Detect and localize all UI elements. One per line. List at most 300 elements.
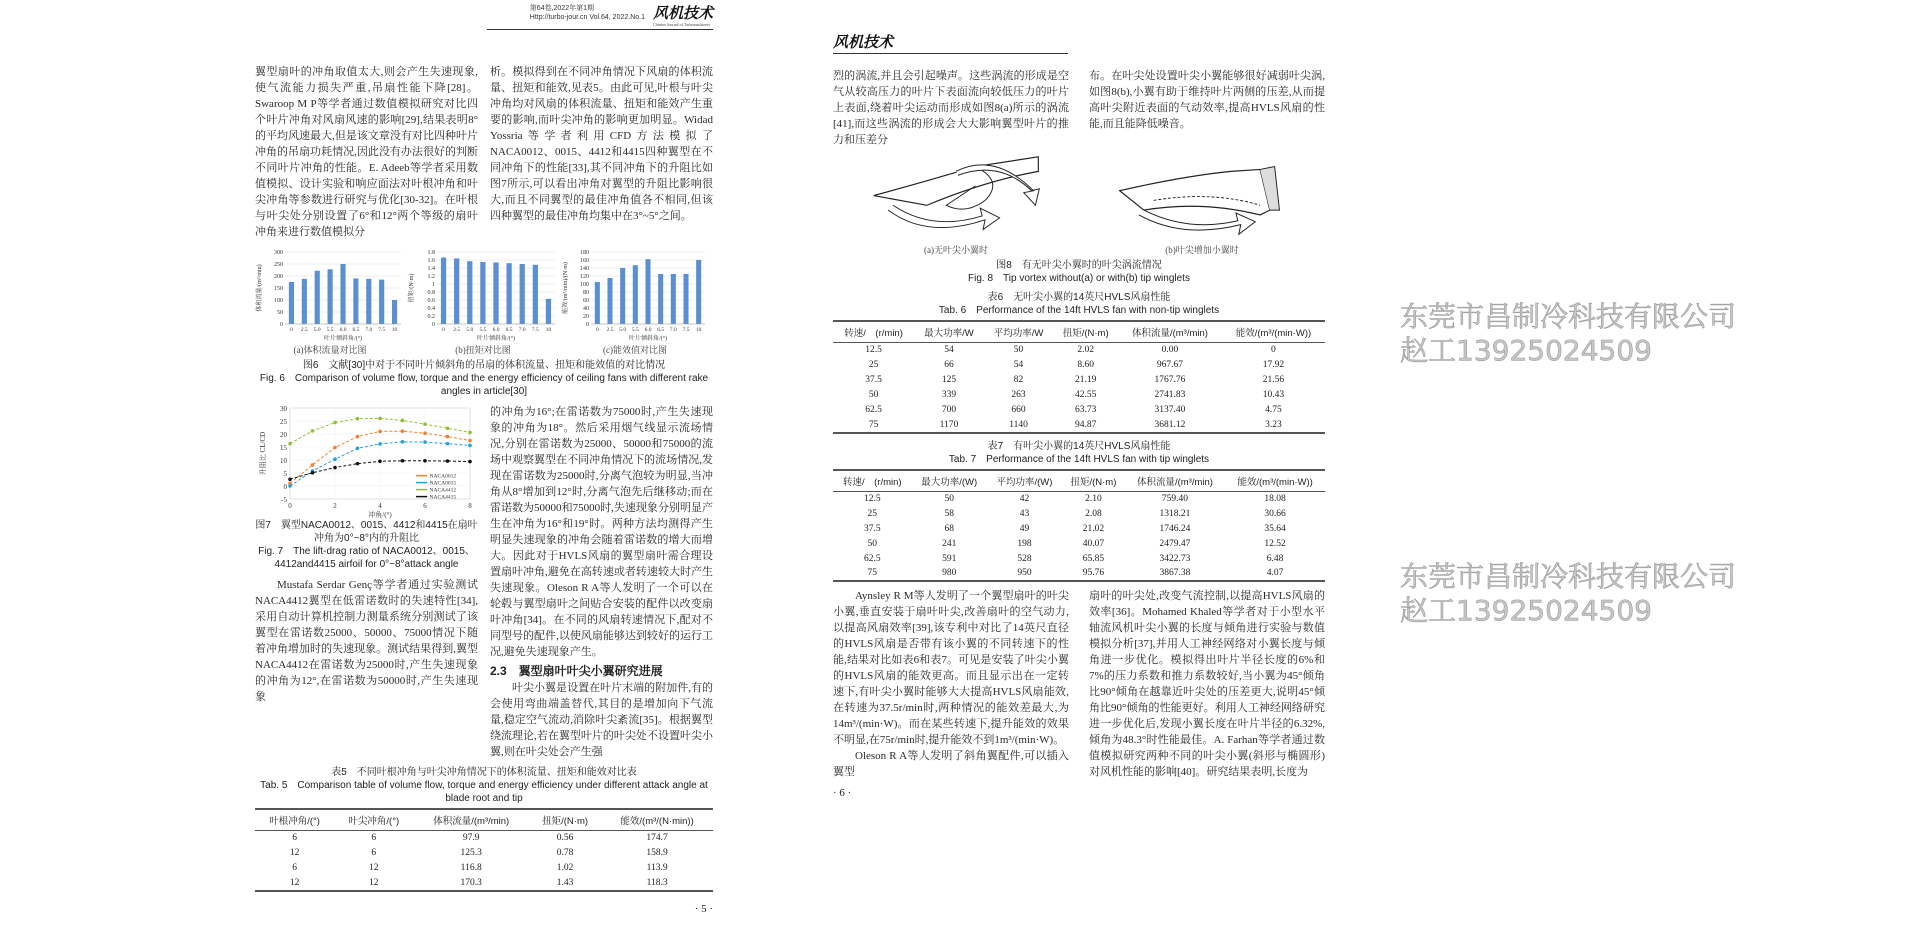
bar <box>441 258 446 324</box>
bar <box>633 265 638 324</box>
figure-7-caption-en-2: 4412and4415 airfoil for 0°~8°attack angle <box>274 559 459 570</box>
table-cell: 980 <box>912 566 987 581</box>
y-tick-label: -5 <box>281 496 287 504</box>
right-paragraph-1: 布。在叶尖处设置叶尖小翼能够很好减弱叶尖涡,如图8(b),小翼有助于维持叶片两侧的压差,从而提高叶尖附近表面的气动效率,提高HVLS风扇的性能,而且能降低噪音。 <box>1089 70 1325 130</box>
x-tick-label: 6.5 <box>505 327 513 333</box>
watermark-text-1: 东莞市昌制冷科技有限公司 <box>1400 300 1737 333</box>
data-point <box>401 419 405 423</box>
table-cell: 50 <box>867 538 878 549</box>
table-cell: 116.8 <box>460 863 482 873</box>
table-cell: 198 <box>1017 538 1032 549</box>
legend-label: NACA4415 <box>429 494 457 501</box>
bar <box>696 260 701 324</box>
journal-logo: 风机技术 <box>652 4 713 22</box>
table-cell: 21.02 <box>1082 523 1105 534</box>
table-6 <box>833 320 1325 434</box>
table-cell: 12 <box>369 863 379 873</box>
figure-8-caption-cn: 图8 有无叶尖小翼时的叶尖涡流情况 <box>996 260 1162 271</box>
table-cell: 97.9 <box>462 833 480 844</box>
table-cell: 2.10 <box>1085 493 1102 504</box>
header-meta <box>530 4 645 22</box>
bar <box>315 271 320 324</box>
column-header: 扭矩/(N·m) <box>529 809 601 831</box>
x-tick-label: 5.0 <box>313 327 321 333</box>
data-point <box>378 417 382 421</box>
table-7-caption-cn: 表7 有叶尖小翼的14英尺HVLS风扇性能 <box>987 440 1171 452</box>
table-cell: 0.56 <box>556 833 574 844</box>
y-tick-label: 0.2 <box>427 314 435 320</box>
page-5 <box>255 4 713 916</box>
x-tick-label: 4 <box>378 502 382 510</box>
x-tick-label: 5.5 <box>631 327 639 333</box>
table-row <box>833 551 1325 566</box>
bar <box>506 263 511 324</box>
bar <box>533 265 538 324</box>
x-tick-label: 7.5 <box>531 327 539 333</box>
table-cell: 1170 <box>914 418 984 433</box>
column-header: 能效/(m³/(min·W)) <box>1222 321 1325 343</box>
y-tick-label: 0.4 <box>427 306 435 312</box>
figure-6b-caption: (b)扭矩对比图 <box>455 345 511 355</box>
data-point <box>333 466 337 470</box>
y-tick-label: 0 <box>432 322 435 328</box>
table-cell: 43 <box>1019 508 1030 519</box>
figure-6c-efficiency-chart <box>561 246 709 344</box>
data-point <box>288 442 292 446</box>
table-cell: 54 <box>944 345 954 356</box>
column-header: 体积流量/(m³/min) <box>413 809 529 831</box>
table-cell: 113.9 <box>646 863 668 873</box>
x-axis-label: 叶片倾斜角/(°) <box>476 336 516 342</box>
table-cell: 12 <box>334 876 413 891</box>
left-paragraph-2: Aynsley R M等人发明了一个翼型扇叶的叶尖小翼,垂直安装于扇叶叶尖,改善扇叶的空气动力,以提高风扇效率[39],该专利中对比了14英尺直径的HVLS风扇是否带有该小翼的不同转速下的性能,结果对比如表6和表7。可见是安装了叶尖小翼的HVLS风扇的能效更高。而且显示出在一定转速下,有叶尖小翼时能够大大提高HVLS风扇能效,在转速为37.5r/min时,两种情况的能效差最大,为14m³/(min·W)。而在某些转速下,提升能效的效果不明显,在75r/min时,提升能效不到1m³/(min·W)。 <box>833 590 1069 746</box>
page-header <box>833 33 1068 54</box>
y-tick-label: 10 <box>280 457 287 465</box>
x-tick-label: 2 <box>333 502 337 510</box>
bar <box>467 261 472 324</box>
right-paragraph-3: 叶尖小翼是设置在叶片末端的附加件,有的会使用弯曲端盖替代,其目的是增加向下气流量,稳定空气流动,消除叶尖紊流[35]。根据翼型绕流理论,若在翼型叶片的叶尖处不设置叶尖小翼,则在叶尖处会产生强 <box>490 682 713 758</box>
bar <box>520 264 525 324</box>
table-cell: 591 <box>942 553 957 564</box>
table-row <box>255 861 713 876</box>
table-cell: 125 <box>941 375 957 385</box>
table-cell: 68 <box>944 523 954 534</box>
data-point <box>423 440 427 444</box>
y-tick-label: 15 <box>280 444 287 452</box>
table-cell: 2.02 <box>1077 345 1094 356</box>
table-cell: 35.64 <box>1264 523 1286 534</box>
y-tick-label: 160 <box>580 258 589 264</box>
table-cell: 66 <box>944 360 954 370</box>
table-cell: 1746.24 <box>1159 523 1191 534</box>
page-number-6: · 6 · <box>833 787 852 799</box>
y-tick-label: 0 <box>283 483 287 491</box>
y-axis-label: 升阻比 CL/CD <box>259 431 267 476</box>
data-point <box>401 459 405 463</box>
table-row <box>255 831 713 846</box>
data-point <box>446 459 450 463</box>
journal-issue: 第64卷,2022年第1期 <box>529 5 594 12</box>
table-cell: 759.40 <box>1161 493 1189 504</box>
journal-logo-block <box>653 4 713 27</box>
x-tick-label: 6.5 <box>352 327 360 333</box>
x-axis-label: 叶片倾斜角/(°) <box>323 336 363 342</box>
table-cell: 660 <box>1011 405 1026 415</box>
table-cell: 62.5 <box>863 553 881 564</box>
table-cell: 75 <box>833 566 912 581</box>
data-point <box>401 440 405 444</box>
table-cell: 25 <box>868 360 879 370</box>
bar <box>620 268 625 324</box>
table-row <box>833 343 1325 358</box>
y-tick-label: 120 <box>580 274 589 280</box>
x-tick-label: 5.0 <box>466 327 474 333</box>
table-cell: 1767.76 <box>1154 375 1186 385</box>
data-point <box>378 430 382 434</box>
bar <box>595 282 600 324</box>
y-tick-label: 20 <box>583 314 589 320</box>
bar <box>328 269 333 324</box>
column-header: 最大功率/W <box>914 321 984 343</box>
y-tick-label: 180 <box>580 250 589 256</box>
table-row <box>833 403 1325 418</box>
figure-7-caption-cn: 图7 翼型NACA0012、0015、4412和4415在扇叶冲角为0°~8°内的升阻比 <box>255 520 478 544</box>
table-cell: 0 <box>1271 345 1276 356</box>
table-cell: 25 <box>867 508 878 519</box>
data-point <box>423 422 427 426</box>
table-cell: 49 <box>1019 523 1030 534</box>
figure-6b-torque-chart <box>407 246 559 344</box>
table-cell: 8.60 <box>1077 360 1094 370</box>
table-cell: 528 <box>1017 553 1032 564</box>
table-cell: 0.00 <box>1161 345 1179 356</box>
y-tick-label: 1.4 <box>427 266 435 272</box>
x-tick-label: 5.0 <box>619 327 627 333</box>
table-cell: 40.07 <box>1082 538 1105 549</box>
data-point <box>311 429 315 433</box>
data-point <box>288 484 292 488</box>
bar <box>366 279 371 324</box>
column-header: 叶根冲角/(°) <box>255 809 334 831</box>
column-header: 能效/(m³/(N·min)) <box>601 809 713 831</box>
y-axis-label: 体积流量/(m³/min) <box>257 264 263 312</box>
x-tick-label: 0 <box>442 327 445 333</box>
data-point <box>446 426 450 430</box>
x-axis-label: 冲角/(°) <box>368 511 392 519</box>
table-cell: 37.5 <box>865 375 882 385</box>
table-cell: 1.43 <box>529 876 601 891</box>
table-row <box>255 876 713 891</box>
table-cell: 30.66 <box>1264 508 1286 519</box>
right-paragraph-2: 扇叶的叶尖处,改变气流控制,以提高HVLS风扇的效率[36]。Mohamed Khaled等学者对于小型水平轴流风机叶尖小翼的长度与倾角进行实验与数值模拟分析[37],并用人工神经网络对小翼长度与倾角进一步优化。模拟得出叶片半径长度的6%和7%的压力系数和推力系数较好,当小翼为45°倾角比90°倾角在越靠近叶尖处的压差更大,说明45°倾角比90°倾角的性能更好。利用人工神经网络研究进一步优化后,发现小翼长度在叶片半径的6.32%,倾角为48.3°时性能最佳。A. Farhan等学者通过数值模拟研究两种不同的叶尖小翼(斜形与椭圆形)对风机性能的影响[40]。研究结果表明,长度为 <box>1089 590 1325 778</box>
table-cell: 1140 <box>984 418 1054 433</box>
data-point <box>446 442 450 446</box>
bar <box>658 274 663 324</box>
table-row <box>833 373 1325 388</box>
x-tick-label: 6.5 <box>657 327 665 333</box>
journal-logo: 风机技术 <box>833 33 894 51</box>
table-row <box>833 566 1325 581</box>
table-cell: 12.52 <box>1264 538 1286 549</box>
y-axis-label: 扭矩/(N·m) <box>409 273 415 303</box>
table-6-caption-cn: 表6 无叶尖小翼的14英尺HVLS风扇性能 <box>987 292 1171 303</box>
table-cell: 174.7 <box>646 833 668 844</box>
column-header: 扭矩/(N·m) <box>1062 470 1125 492</box>
figure-6a-volume-flow-chart <box>255 246 405 344</box>
figure-8b-caption: (b)叶尖增加小翼时 <box>1165 245 1239 255</box>
column-header: 扭矩/(N·m) <box>1053 321 1118 343</box>
table-row <box>833 506 1325 521</box>
x-tick-label: 10 <box>695 327 702 333</box>
table-cell: 2479.47 <box>1159 538 1191 549</box>
figure-6-caption-en: Fig. 6 Comparison of volume flow, torque and the energy efficiency of ceiling fans with different rake angles in article[30] <box>259 373 709 397</box>
figure-8a-vortex-without-winglet <box>866 152 1046 244</box>
table-cell: 6.48 <box>1266 553 1284 564</box>
x-tick-label: 0 <box>288 502 292 510</box>
data-point <box>356 417 360 421</box>
x-tick-label: 2.5 <box>300 327 308 333</box>
table-cell: 95.76 <box>1062 566 1125 581</box>
data-point <box>311 463 315 467</box>
page-6 <box>833 33 1325 800</box>
bar <box>353 278 358 324</box>
table-cell: 6 <box>371 848 377 858</box>
table-6-caption-en: Tab. 6 Performance of the 14ft HVLS fan with non-tip winglets <box>938 305 1220 316</box>
table-row <box>833 358 1325 373</box>
table-cell: 339 <box>941 390 957 400</box>
x-tick-label: 2.5 <box>453 327 461 333</box>
table-cell: 37.5 <box>863 523 881 534</box>
x-tick-label: 6.0 <box>644 327 652 333</box>
bar <box>340 264 345 324</box>
y-tick-label: 40 <box>583 306 589 312</box>
table-row <box>833 388 1325 403</box>
y-tick-label: 0.6 <box>427 298 435 304</box>
bar <box>493 262 498 324</box>
data-point <box>468 439 472 443</box>
watermark-2 <box>1400 560 1736 628</box>
data-point <box>423 459 427 463</box>
y-tick-label: 1 <box>432 282 435 288</box>
table-row <box>833 536 1325 551</box>
table-cell: 263 <box>1011 390 1026 400</box>
table-row <box>833 521 1325 536</box>
table-cell: 12.5 <box>865 345 882 356</box>
data-point <box>356 447 360 451</box>
table-cell: 12 <box>255 876 334 891</box>
figure-8-caption-en: Fig. 8 Tip vortex without(a) or with(b) tip winglets <box>968 273 1190 284</box>
figure-7-caption-en-1: Fig. 7 The lift-drag ratio of NACA0012、0015、 <box>258 546 475 557</box>
x-tick-label: 10 <box>545 327 552 333</box>
y-tick-label: 150 <box>274 286 283 292</box>
watermark-text-3: 东莞市昌制冷科技有限公司 <box>1400 560 1737 593</box>
bar <box>480 262 485 324</box>
table-row <box>255 846 713 861</box>
right-paragraph-2: 的冲角为16°;在雷诺数为75000时,产生失速现象的冲角为18°。然后采用烟气线显示流场情况,分别在雷诺数为25000、50000和75000的流场中观察翼型在不同冲角情况下的流场情况,发现在雷诺数为25000时,分离气泡较为明显,当冲角从8°增加到12°时,分离气泡先后继移动;而在雷诺数为50000和75000时,失速现象分别明显产生在冲角为16°和19°时。两种方法均测得产生明显失速现象的冲角会随着雷诺数的增大而增大。因此对于HVLS风扇的翼型扇叶需合理设置扇叶冲角,避免在高转速或者转速较大时产生失速现象。Oleson R A等人发明了一个可以在轮毂与翼型扇叶之间贴合安装的配件以改变扇叶冲角[34]。在不同的风扇转速情况下,配对不同型号的配件,以使风扇能够达到较好的运行工况,避免失速现象产生。 <box>490 406 713 658</box>
data-point <box>468 460 472 464</box>
table-cell: 42 <box>1019 493 1030 504</box>
table-cell: 42.55 <box>1075 390 1097 400</box>
table-cell: 65.85 <box>1082 553 1105 564</box>
column-header: 体积流量/(m³/min) <box>1125 470 1225 492</box>
data-point <box>378 460 382 464</box>
table-cell: 17.92 <box>1262 360 1285 370</box>
page-number-5: · 5 · <box>694 902 713 915</box>
data-point <box>423 431 427 435</box>
table-cell: 950 <box>987 566 1062 581</box>
table-cell: 4.07 <box>1225 566 1325 581</box>
x-tick-label: 5.5 <box>326 327 334 333</box>
table-cell: 3681.12 <box>1118 418 1222 433</box>
table-cell: 158.9 <box>646 848 668 858</box>
data-point <box>356 435 360 439</box>
watermark-text-4: 赵工13925024509 <box>1400 594 1652 627</box>
x-tick-label: 6.0 <box>492 327 500 333</box>
x-tick-label: 7.0 <box>518 327 526 333</box>
journal-url: Http://turbo-jour.cn Vol.64, 2022.No.1 <box>529 14 645 21</box>
column-header: 能效/(m³/(min·W)) <box>1225 470 1325 492</box>
table-cell: 50 <box>1013 345 1024 356</box>
y-tick-label: 100 <box>580 282 589 288</box>
table-row <box>833 418 1325 433</box>
bar <box>671 274 676 324</box>
y-tick-label: 100 <box>274 298 283 304</box>
x-tick-label: 2.5 <box>606 327 614 333</box>
table-cell: 3137.40 <box>1154 405 1186 415</box>
y-tick-label: 300 <box>274 250 283 256</box>
x-tick-label: 7.0 <box>669 327 677 333</box>
table-cell: 2.08 <box>1085 508 1102 519</box>
y-tick-label: 25 <box>280 418 287 426</box>
column-header: 转速/ (r/min) <box>833 470 912 492</box>
data-point <box>288 477 292 481</box>
table-cell: 63.73 <box>1075 405 1097 415</box>
data-point <box>333 457 337 461</box>
left-paragraph-1: 烈的涡流,并且会引起噪声。这些涡流的形成是空气从较高压力的叶片下表面流向较低压力的叶片上表面,绕着叶尖运动而形成如图8(a)所示的涡流[41],而这些涡流的形成会大大影响翼型叶片的推力和压差分 <box>833 70 1069 146</box>
page-header <box>487 4 713 30</box>
table-cell: 967.67 <box>1156 360 1184 370</box>
x-tick-label: 8 <box>468 502 472 510</box>
table-cell: 700 <box>941 405 957 415</box>
column-header: 转速/ (r/min) <box>833 321 914 343</box>
table-cell: 125.3 <box>460 848 482 858</box>
data-point <box>333 446 337 450</box>
x-tick-label: 7.0 <box>365 327 373 333</box>
y-tick-label: 0 <box>280 322 283 328</box>
y-tick-label: 30 <box>280 405 287 413</box>
figure-6-caption-cn: 图6 文献[30]中对于不同叶片倾斜角的吊扇的体积流量、扭矩和能效值的对比情况 <box>302 360 666 371</box>
data-point <box>401 429 405 433</box>
table-cell: 6 <box>292 863 297 873</box>
y-tick-label: 0 <box>586 322 589 328</box>
table-7-caption-en: Tab. 7 Performance of the 14ft HVLS fan with tip winglets <box>948 453 1210 465</box>
x-tick-label: 5.5 <box>479 327 487 333</box>
table-cell: 21.19 <box>1075 375 1097 385</box>
data-point <box>468 431 472 435</box>
column-header: 平均功率/W <box>984 321 1054 343</box>
table-cell: 12.5 <box>863 493 881 504</box>
left-paragraph-1: 翼型扇叶的冲角取值太大,则会产生失速现象,使气流能力损失严重,吊扇性能下降[28]。Swaroop M P等学者通过数值模拟研究对比四个叶片冲角对风扇风速的影响[29],结果表明8°的平均风速最大,但是该文章没有对比四种叶片冲角的吊扇功耗情况,因此没有办法很好的判断不同叶片冲角的性能。E. Adeeb等学者采用数值模拟、设计实验和响应面法对叶根冲角和叶尖冲角等参数进行研究与优化[30-32]。在叶根与叶尖处分别设置了6°和12°两个等级的扇叶冲角来进行数值模拟分 <box>255 66 478 238</box>
bar <box>546 299 551 324</box>
column-header: 叶尖冲角/(°) <box>334 809 413 831</box>
section-heading-2-3: 2.3 翼型扇叶叶尖小翼研究进展 <box>490 664 663 678</box>
y-tick-label: 200 <box>274 274 283 280</box>
x-tick-label: 10 <box>391 327 398 333</box>
bar <box>379 280 384 324</box>
bar <box>392 300 397 324</box>
table-cell: 10.43 <box>1262 390 1285 400</box>
data-point <box>446 435 450 439</box>
data-point <box>333 421 337 425</box>
data-point <box>356 462 360 466</box>
column-header: 体积流量/(m³/min) <box>1118 321 1222 343</box>
table-cell: 3867.38 <box>1125 566 1225 581</box>
x-tick-label: 0 <box>290 327 293 333</box>
column-header: 平均功率/(W) <box>987 470 1062 492</box>
table-cell: 170.3 <box>413 876 529 891</box>
table-cell: 4.75 <box>1265 405 1282 415</box>
data-point <box>378 442 382 446</box>
bar <box>645 259 650 324</box>
table-cell: 241 <box>942 538 957 549</box>
table-cell: 82 <box>1013 375 1024 385</box>
right-paragraph-1: 析。模拟得到在不同冲角情况下风扇的体积流量、扭矩和能效,见表5。由此可见,叶根与叶尖冲角均对风扇的体积流量、扭矩和能效产生重要的影响,而叶尖冲角的影响更加明显。Widad Yossria等学者利用CFD方法模拟了NACA0012、0015、4412和4415四种翼型在不同冲角下的性能[33],其不同冲角下的升阻比如图7所示,可以看出冲角对翼型的升阻比影响很大,而且不同翼型的最佳冲角值各不相同,但该四种翼型的最佳冲角均集中在3°~5°之间。 <box>490 66 713 222</box>
y-tick-label: 80 <box>583 290 589 296</box>
y-axis-label: 能效/(m³/min)/(N·m) <box>563 262 569 314</box>
bar <box>454 258 459 324</box>
table-cell: 62.5 <box>865 405 882 415</box>
table-5-caption-cn: 表5 不同叶根冲角与叶尖冲角情况下的体积流量、扭矩和能效对比表 <box>331 767 637 778</box>
data-point <box>311 471 315 475</box>
x-tick-label: 0 <box>595 327 599 333</box>
data-point <box>468 444 472 448</box>
legend-label: NACA4412 <box>429 487 457 494</box>
column-header: 最大功率/(W) <box>912 470 987 492</box>
legend-label: NACA0015 <box>429 480 457 487</box>
table-5 <box>255 808 713 892</box>
table-cell: 12 <box>289 848 300 858</box>
watermark-text-2: 赵工13925024509 <box>1400 334 1652 367</box>
y-tick-label: 1.2 <box>427 274 435 280</box>
y-tick-label: 250 <box>274 262 283 268</box>
table-cell: 6 <box>292 833 297 844</box>
y-tick-label: 140 <box>580 266 589 272</box>
figure-8a-caption: (a)无叶尖小翼时 <box>924 245 988 255</box>
figure-6c-caption: (c)能效值对比图 <box>603 345 667 355</box>
table-cell: 58 <box>944 508 954 519</box>
x-tick-label: 7.5 <box>682 327 690 333</box>
figure-7-lift-drag-chart <box>255 404 480 519</box>
table-cell: 18.08 <box>1264 493 1286 504</box>
x-tick-label: 6.0 <box>339 327 347 333</box>
y-tick-label: 1.6 <box>427 258 435 264</box>
table-cell: 6 <box>371 833 377 844</box>
table-cell: 3422.73 <box>1159 553 1191 564</box>
bar <box>289 282 294 324</box>
y-tick-label: 20 <box>280 431 287 439</box>
table-cell: 54 <box>1013 360 1024 370</box>
y-tick-label: 50 <box>277 310 283 316</box>
x-tick-label: 7.5 <box>378 327 386 333</box>
y-tick-label: 0.8 <box>427 290 435 296</box>
journal-logo-en: Chinese Journal of Turbomachinery <box>652 22 711 27</box>
watermark <box>1400 300 1736 368</box>
bar <box>683 274 688 324</box>
table-cell: 50 <box>868 390 879 400</box>
table-cell: 1318.21 <box>1159 508 1191 519</box>
table-cell: 75 <box>833 418 914 433</box>
legend-label: NACA0012 <box>429 473 457 480</box>
